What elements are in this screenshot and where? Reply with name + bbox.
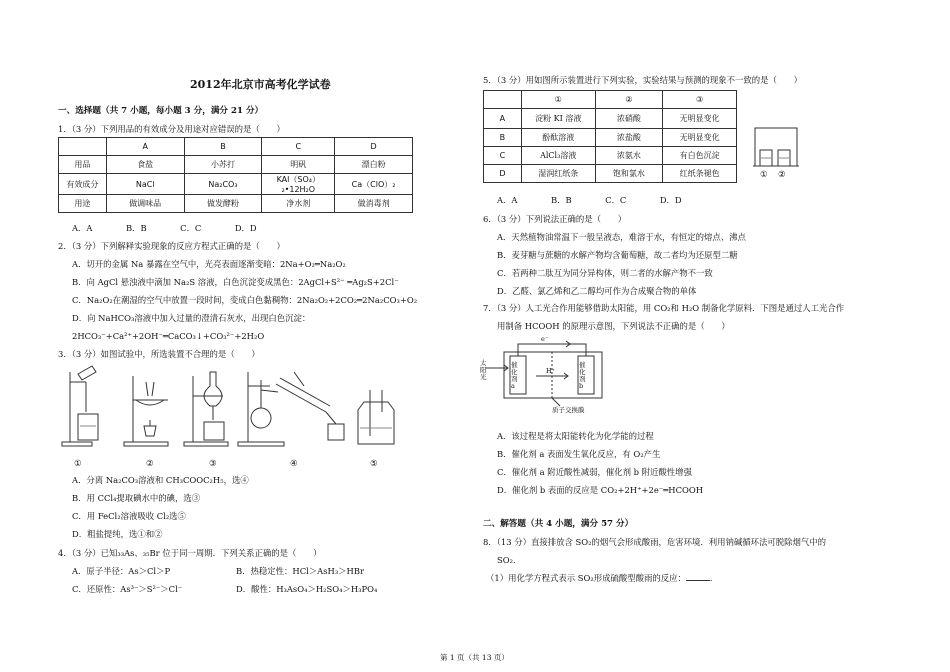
table-header-row [484,91,737,109]
table-cell: 净水剂 [262,195,335,213]
q3-figure-label: ③ [209,458,217,468]
table-header-cell: D [335,138,413,156]
q5-figure-label: ① [760,169,768,179]
table-header-cell [59,138,107,156]
q7-photosynthesis-figure [480,335,620,414]
table-header-cell [484,91,522,109]
q6-stem: 6．（3 分）下列说法正确的是（ ） [483,214,627,224]
table-header-cell: ② [595,91,663,109]
q6-option-a: A．天然植物油常温下一般呈液态，难溶于水，有恒定的熔点、沸点 [497,232,746,242]
table-cell: KAl（SO₄）₂•12H₂O [262,174,335,195]
q3-option-a: A．分离 Na₂CO₃溶液和 CH₃COOC₂H₅，选④ [72,475,249,485]
table-cell: 漂白粉 [335,156,413,174]
q8-sub1 [486,574,718,582]
table-cell: 无明显变化 [663,129,737,147]
table-row [484,109,737,129]
table-header-cell: B [184,138,262,156]
q2-option-d-equation: 2HCO₃⁻+Ca²⁺+2OH⁻═CaCO₃↓+CO₃²⁻+2H₂O [72,331,265,341]
section-heading-answer: 二、解答题（共 4 小题，满分 57 分） [483,519,634,529]
q8-stem-line2: SO₂． [497,555,522,565]
q3-figure-label: ④ [290,458,298,468]
table-header-cell: ③ [663,91,737,109]
q3-option-d: D．粗盐提纯，选①和② [72,529,163,539]
q3-option-c: C．用 FeCl₂溶液吸收 Cl₂选⑤ [72,511,186,521]
q7-proton-label: H⁺ [546,367,556,375]
table-cell: NaCl [106,174,184,195]
table-cell: C [484,147,522,165]
q5-options: A．A B．B C．C D．D [497,195,682,205]
table-cell: Ca（ClO）₂ [335,174,413,195]
table-cell: 红纸条褪色 [663,165,737,183]
page-title: 2012年北京市高考化学试卷 [190,78,331,91]
q7-membrane-label: 质子交换膜 [552,406,585,414]
apparatus-4-icon [238,372,344,446]
table-row [484,165,737,183]
q4-option-a: A．原子半径：As＞Cl＞P [72,566,171,576]
apparatus-5-icon [358,390,394,444]
q1-options: A．A B．B C．C D．D [72,223,257,233]
q7-catalyst-a-label: 催化剂a [511,361,518,391]
q6-option-b: B．麦芽糖与蔗糖的水解产物均含葡萄糖，故二者均为还原型二糖 [497,250,738,260]
table-cell: A [484,109,522,129]
table-cell: 无明显变化 [663,109,737,129]
q1-table [58,137,413,213]
apparatus-3-icon [184,372,228,446]
section-heading-choice: 一、选择题（共 7 小题，每小题 3 分，满分 21 分） [58,106,264,116]
q6-option-d: D．乙醛、氯乙烯和乙二醇均可作为合成聚合物的单体 [497,286,697,296]
q8-sub1-end: ． [709,573,719,583]
table-cell: B [484,129,522,147]
table-cell: 酚酞溶液 [521,129,595,147]
table-cell: 浓氨水 [595,147,663,165]
table-cell: 做调味品 [106,195,184,213]
q2-option-d: D．向 NaHCO₃溶液中加入过量的澄清石灰水，出现白色沉淀： [72,313,311,323]
q5-figure-label: ② [778,169,786,179]
q3-stem: 3．（3 分）如图试验中，所选装置不合理的是（ ） [58,349,260,359]
table-cell: AlCl₃溶液 [521,147,595,165]
apparatus-1-icon [62,366,98,446]
q4-stem: 4．（3 分）已知₃₃As、₃₅Br 位于同一周期．下列关系正确的是（ ） [58,548,322,558]
q6-option-c: C．若两种二肽互为同分异构体，则二者的水解产物不一致 [497,268,713,278]
table-cell: 用途 [59,195,107,213]
q8-sub1-text: （1）用化学方程式表示 SO₂形成硫酸型酸雨的反应： [486,573,686,583]
q5-stem: 5．（3 分）用如图所示装置进行下列实验，实验结果与预测的现象不一致的是（ ） [483,75,802,85]
table-cell: 饱和氯水 [595,165,663,183]
q2-option-b: B．向 AgCl 悬浊液中滴加 Na₂S 溶液，白色沉淀变成黑色：2AgCl+S²⁻ ═Ag₂S+2Cl⁻ [72,277,399,287]
table-cell: 食盐 [106,156,184,174]
table-cell: D [484,165,522,183]
table-cell: 淀粉 KI 溶液 [521,109,595,129]
q3-figure-label: ① [74,458,82,468]
q3-option-b: B．用 CCl₄提取碘水中的碘，选③ [72,493,201,503]
table-cell: 明矾 [262,156,335,174]
q2-stem: 2．（3 分）下列解释实验现象的反应方程式正确的是（ ） [58,241,285,251]
answer-blank[interactable] [686,580,710,581]
q7-option-c: C．催化剂 a 附近酸性减弱，催化剂 b 附近酸性增强 [497,467,692,477]
table-row [59,156,413,174]
q7-catalyst-b-label: 催化剂b [579,361,586,391]
table-row [484,129,737,147]
q3-figure-label: ② [146,458,154,468]
table-row [59,174,413,195]
table-cell: 有效成分 [59,174,107,195]
q1-stem: 1．（3 分）下列用品的有效成分及用途对应错误的是（ ） [58,124,285,134]
q2-option-c: C．Na₂O₂在潮湿的空气中放置一段时间，变成白色黏稠物：2Na₂O₂+2CO₂═2Na₂CO₃+O₂ [72,295,418,305]
table-header-cell: A [106,138,184,156]
q7-option-b: B．催化剂 a 表面发生氧化反应，有 O₂产生 [497,449,661,459]
q8-stem-line1: 8．（13 分）直接排放含 SO₂的烟气会形成酸雨，危害环境．利用钠碱循环法可脱除烟气中的 [483,537,826,547]
page-footer: 第 1 页（共 13 页） [440,653,509,662]
q7-sun-label: 太阳光 [480,359,487,382]
table-row [59,195,413,213]
table-header-cell: ① [521,91,595,109]
table-cell: 用品 [59,156,107,174]
q4-option-c: C．还原性：As³⁻＞S²⁻＞Cl⁻ [72,584,183,594]
table-cell: 有白色沉淀 [663,147,737,165]
table-header-row [59,138,413,156]
q7-option-a: A．该过程是将太阳能转化为化学能的过程 [497,431,654,441]
table-cell: 湿润红纸条 [521,165,595,183]
q5-table [483,90,737,183]
q4-option-b: B．热稳定性：HCl＞AsH₃＞HBr [236,566,365,576]
q2-option-a: A．切开的金属 Na 暴露在空气中，光亮表面逐渐变暗：2Na+O₂═Na₂O₂ [72,259,346,269]
q7-option-d: D．催化剂 b 表面的反应是 CO₂+2H⁺+2e⁻═HCOOH [497,485,704,495]
q3-apparatus-figure [58,362,398,458]
q4-option-d: D．酸性：H₃AsO₄＞H₂SO₄＞H₃PO₄ [236,584,378,594]
table-cell: 小苏打 [184,156,262,174]
q3-figure-label: ⑤ [370,458,378,468]
table-header-cell: C [262,138,335,156]
q7-stem-line2: 用制备 HCOOH 的原理示意图，下列说法不正确的是（ ） [497,321,730,331]
table-cell: 浓硝酸 [595,109,663,129]
table-cell: Na₂CO₃ [184,174,262,195]
table-cell: 浓盐酸 [595,129,663,147]
table-row [484,147,737,165]
table-cell: 做发酵粉 [184,195,262,213]
q7-electron-label: e⁻ [541,335,549,343]
table-cell: 做消毒剂 [335,195,413,213]
q7-stem-line1: 7．（3 分）人工光合作用能够借助太阳能，用 CO₂和 H₂O 制备化学原料．下图是通过人工光合作 [483,303,845,313]
apparatus-2-icon [124,376,168,446]
